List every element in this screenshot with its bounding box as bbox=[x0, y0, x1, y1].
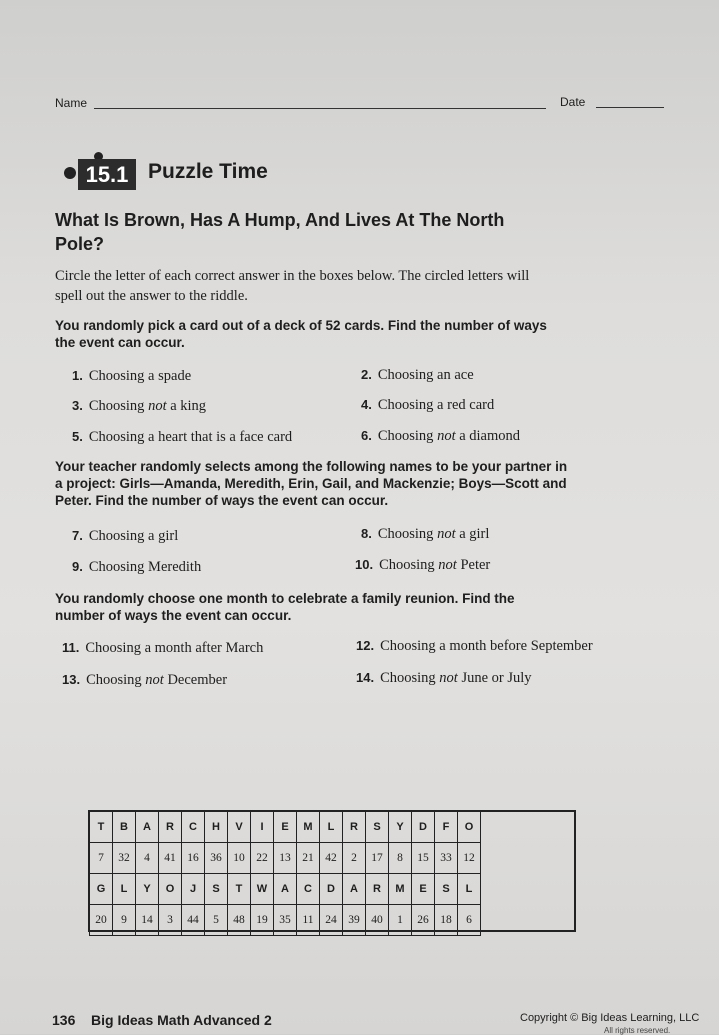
grid-number-cell: 18 bbox=[435, 905, 458, 936]
name-field[interactable] bbox=[94, 108, 546, 109]
grid-number-cell: 8 bbox=[389, 843, 412, 874]
grid-letter-cell[interactable]: T bbox=[228, 874, 251, 905]
grid-letter-cell[interactable]: S bbox=[366, 812, 389, 843]
problem-item: 6. Choosing not a diamond bbox=[361, 428, 521, 444]
answer-grid-row bbox=[90, 843, 481, 874]
grid-number-cell: 19 bbox=[251, 905, 274, 936]
grid-number-cell: 10 bbox=[228, 843, 251, 874]
grid-letter-cell[interactable]: R bbox=[366, 874, 389, 905]
grid-number-cell: 12 bbox=[458, 843, 481, 874]
grid-letter-cell[interactable]: T bbox=[90, 812, 113, 843]
problem-item: 1. Choosing a spade bbox=[72, 368, 192, 384]
problem-item: 10. Choosing not Peter bbox=[355, 557, 491, 573]
problem-item: 3. Choosing not a king bbox=[72, 398, 207, 414]
grid-number-cell: 24 bbox=[320, 905, 343, 936]
grid-letter-cell[interactable]: E bbox=[274, 812, 297, 843]
copyright: Copyright © Big Ideas Learning, LLC bbox=[520, 1012, 700, 1024]
grid-letter-cell[interactable]: S bbox=[205, 874, 228, 905]
grid-letter-cell[interactable]: M bbox=[297, 812, 320, 843]
grid-number-cell: 33 bbox=[435, 843, 458, 874]
grid-letter-cell[interactable]: B bbox=[113, 812, 136, 843]
problem-item: 5. Choosing a heart that is a face card bbox=[72, 429, 293, 445]
name-label: Name bbox=[55, 96, 88, 110]
grid-number-cell: 2 bbox=[343, 843, 366, 874]
answer-grid-row bbox=[90, 905, 481, 936]
prompt-partner: Your teacher randomly selects among the following names to be your partner in a project: Girls—Amanda, Meredith, Erin, Gail, and Mackenzie; Boys—Scott and Peter. Find the number of ways the event can occur. bbox=[55, 459, 568, 508]
grid-letter-cell[interactable]: L bbox=[113, 874, 136, 905]
section-number: 15.1 bbox=[78, 159, 136, 190]
grid-number-cell: 41 bbox=[159, 843, 182, 874]
grid-letter-cell[interactable]: A bbox=[136, 812, 159, 843]
bullet-icon bbox=[64, 167, 76, 179]
problem-item: 12. Choosing a month before September bbox=[356, 638, 593, 654]
grid-letter-cell[interactable]: C bbox=[297, 874, 320, 905]
grid-letter-cell[interactable]: R bbox=[343, 812, 366, 843]
grid-number-cell: 13 bbox=[274, 843, 297, 874]
grid-letter-cell[interactable]: L bbox=[458, 874, 481, 905]
grid-number-cell: 21 bbox=[297, 843, 320, 874]
instructions: Circle the letter of each correct answer in the boxes below. The circled letters will spell out the answer to the riddle. bbox=[55, 268, 530, 304]
grid-number-cell: 32 bbox=[113, 843, 136, 874]
grid-letter-cell[interactable]: L bbox=[320, 812, 343, 843]
problem-item: 2. Choosing an ace bbox=[361, 367, 474, 383]
grid-letter-cell[interactable]: G bbox=[90, 874, 113, 905]
grid-number-cell: 44 bbox=[182, 905, 205, 936]
problem-item: 11. Choosing a month after March bbox=[62, 640, 264, 656]
grid-letter-cell[interactable]: Y bbox=[136, 874, 159, 905]
answer-grid-row bbox=[90, 874, 481, 905]
answer-grid bbox=[89, 811, 481, 936]
grid-letter-cell[interactable]: S bbox=[435, 874, 458, 905]
problem-item: 8. Choosing not a girl bbox=[361, 526, 490, 542]
riddle-heading: What Is Brown, Has A Hump, And Lives At The North Pole? bbox=[55, 210, 505, 254]
grid-letter-cell[interactable]: O bbox=[159, 874, 182, 905]
grid-number-cell: 1 bbox=[389, 905, 412, 936]
grid-number-cell: 39 bbox=[343, 905, 366, 936]
grid-number-cell: 9 bbox=[113, 905, 136, 936]
grid-number-cell: 4 bbox=[136, 843, 159, 874]
grid-letter-cell[interactable]: O bbox=[458, 812, 481, 843]
grid-letter-cell[interactable]: J bbox=[182, 874, 205, 905]
grid-letter-cell[interactable]: V bbox=[228, 812, 251, 843]
grid-letter-cell[interactable]: A bbox=[274, 874, 297, 905]
grid-letter-cell[interactable]: C bbox=[182, 812, 205, 843]
grid-letter-cell[interactable]: E bbox=[412, 874, 435, 905]
section-title: Puzzle Time bbox=[148, 160, 268, 183]
grid-letter-cell[interactable]: R bbox=[159, 812, 182, 843]
grid-number-cell: 48 bbox=[228, 905, 251, 936]
problem-item: 13. Choosing not December bbox=[62, 672, 228, 688]
grid-number-cell: 20 bbox=[90, 905, 113, 936]
date-label: Date bbox=[560, 95, 586, 109]
grid-letter-cell[interactable]: D bbox=[320, 874, 343, 905]
grid-number-cell: 14 bbox=[136, 905, 159, 936]
grid-letter-cell[interactable]: M bbox=[389, 874, 412, 905]
grid-letter-cell[interactable]: Y bbox=[389, 812, 412, 843]
grid-number-cell: 3 bbox=[159, 905, 182, 936]
grid-number-cell: 6 bbox=[458, 905, 481, 936]
grid-number-cell: 35 bbox=[274, 905, 297, 936]
grid-letter-cell[interactable]: A bbox=[343, 874, 366, 905]
grid-number-cell: 11 bbox=[297, 905, 320, 936]
grid-number-cell: 17 bbox=[366, 843, 389, 874]
grid-number-cell: 36 bbox=[205, 843, 228, 874]
prompt-cards: You randomly pick a card out of a deck of 52 cards. Find the number of ways the event can occur. bbox=[55, 318, 547, 350]
grid-letter-cell[interactable]: F bbox=[435, 812, 458, 843]
problem-item: 14. Choosing not June or July bbox=[356, 670, 532, 686]
book-title: Big Ideas Math Advanced 2 bbox=[91, 1012, 272, 1028]
rights-notice: All rights reserved. bbox=[604, 1026, 671, 1035]
problem-item: 7. Choosing a girl bbox=[72, 528, 179, 544]
prompt-month: You randomly choose one month to celebrate a family reunion. Find the number of ways the event can occur. bbox=[55, 591, 515, 623]
grid-letter-cell[interactable]: D bbox=[412, 812, 435, 843]
grid-number-cell: 7 bbox=[90, 843, 113, 874]
grid-number-cell: 40 bbox=[366, 905, 389, 936]
grid-number-cell: 16 bbox=[182, 843, 205, 874]
problem-item: 4. Choosing a red card bbox=[361, 397, 495, 413]
answer-grid-row bbox=[90, 812, 481, 843]
problem-item: 9. Choosing Meredith bbox=[72, 559, 202, 575]
grid-number-cell: 15 bbox=[412, 843, 435, 874]
date-field[interactable] bbox=[596, 107, 664, 108]
grid-letter-cell[interactable]: H bbox=[205, 812, 228, 843]
grid-letter-cell[interactable]: I bbox=[251, 812, 274, 843]
page-number: 136 bbox=[52, 1012, 76, 1028]
grid-letter-cell[interactable]: W bbox=[251, 874, 274, 905]
grid-number-cell: 22 bbox=[251, 843, 274, 874]
grid-number-cell: 42 bbox=[320, 843, 343, 874]
grid-number-cell: 5 bbox=[205, 905, 228, 936]
grid-number-cell: 26 bbox=[412, 905, 435, 936]
